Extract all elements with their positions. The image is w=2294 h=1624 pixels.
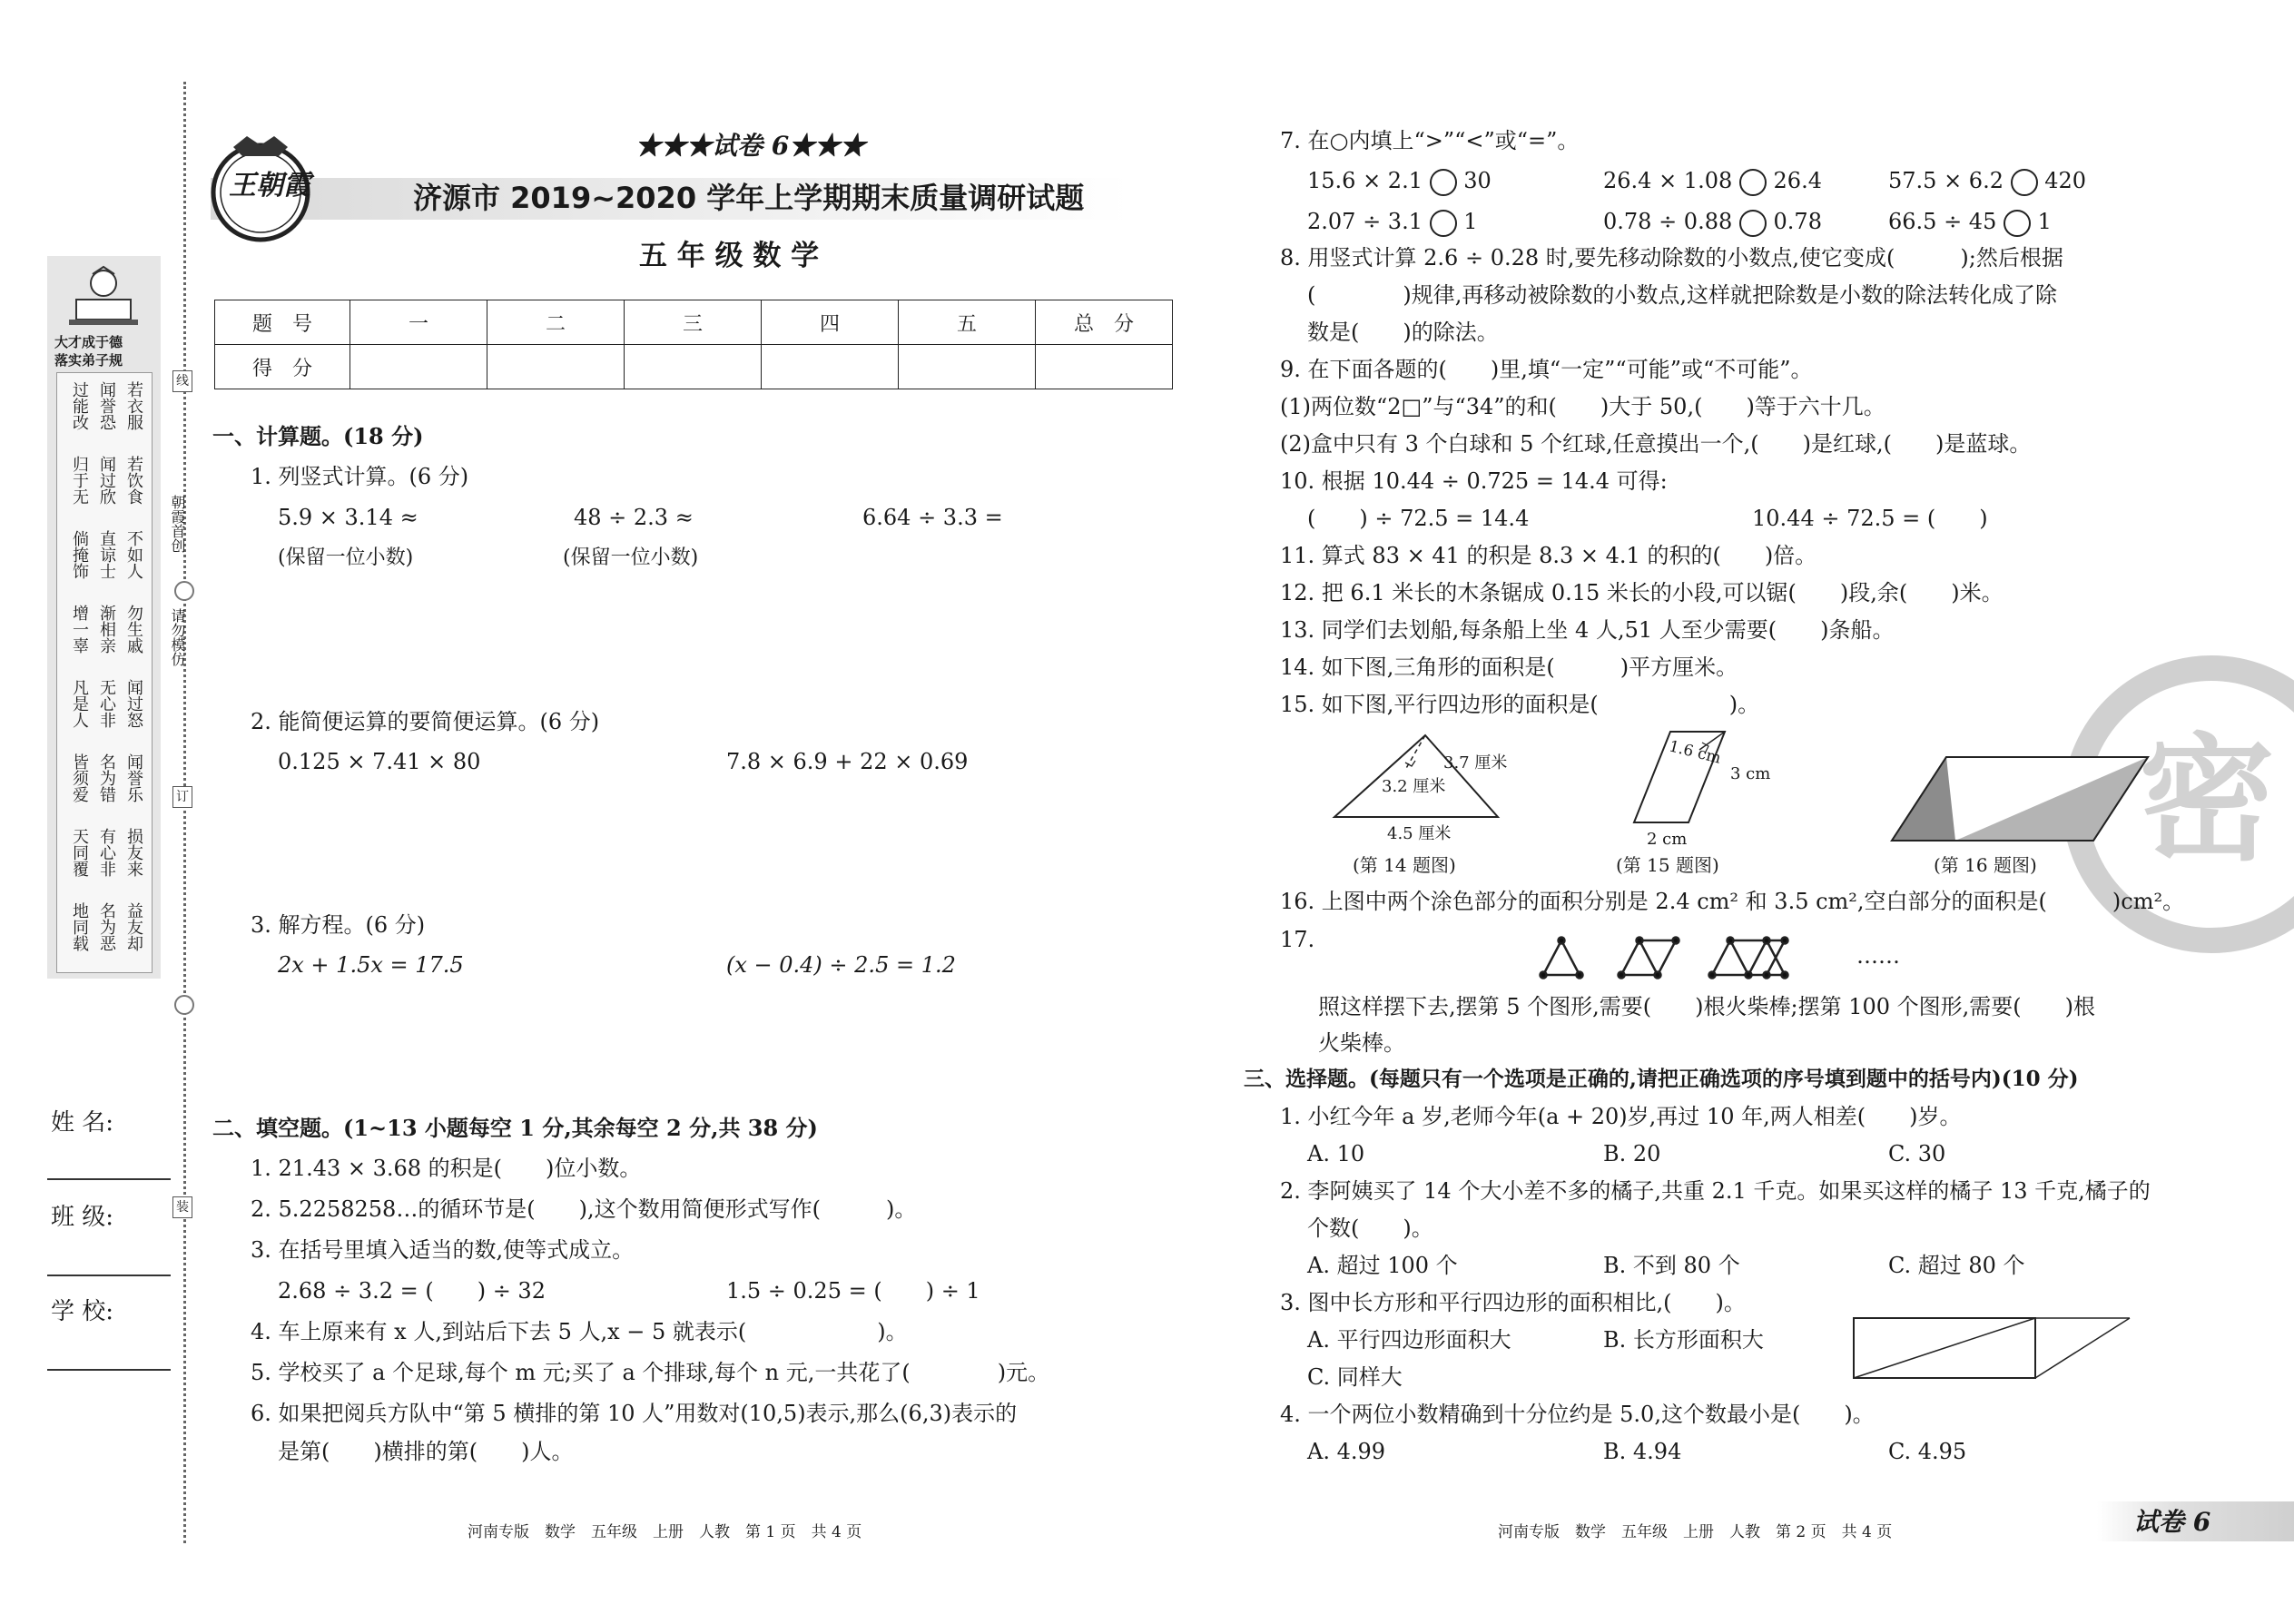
q17-ellipsis: ……: [1856, 943, 1900, 969]
cut-label-1: 朝霞首创: [169, 495, 186, 553]
dizigui-column: 勿生戚: [124, 605, 143, 654]
score-table: [214, 300, 1173, 389]
logo-text: 王朝霞: [229, 170, 310, 202]
fill-q5: 5. 学校买了 a 个足球,每个 m 元;买了 a 个排球,每个 n 元,一共花了( )元。: [251, 1360, 1050, 1385]
dizigui-column: 闻誉乐: [124, 753, 143, 802]
fig15-side-label: 3 cm: [1730, 764, 1771, 783]
q12: 12. 把 6.1 米长的木条锯成 0.15 米长的小段,可以锯( )段,余( )米。: [1280, 580, 2004, 605]
q17-line1: 照这样摆下去,摆第 5 个图形,需要( )根火柴棒;摆第 100 个图形,需要( )根: [1318, 994, 2096, 1019]
q8-line3: 数是( )的除法。: [1307, 320, 1499, 345]
score-row-label: 得 分: [215, 345, 350, 389]
q14: 14. 如下图,三角形的面积是( )平方厘米。: [1280, 655, 1738, 680]
fig14-height-label: 3.2 厘米: [1382, 777, 1446, 796]
q3-title: 3. 解方程。(6 分): [251, 912, 426, 938]
q3-eq-b: (x − 0.4) ÷ 2.5 = 1.2: [726, 952, 956, 978]
binding-ring-1: [174, 581, 194, 601]
dizigui-column: 名为错: [97, 753, 116, 802]
fill-q3-a: 2.68 ÷ 3.2 = ( ) ÷ 32: [278, 1278, 546, 1304]
q1-note-a: (保留一位小数): [278, 546, 414, 569]
compare-circle-1[interactable]: [1430, 169, 1457, 196]
footer-right: 河南专版 数学 五年级 上册 人教 第 2 页 共 4 页: [1498, 1523, 1893, 1541]
q7-row2-a: 2.07 ÷ 3.1 1: [1307, 208, 1478, 237]
q16: 16. 上图中两个涂色部分的面积分别是 2.4 cm² 和 3.5 cm²,空白部分的面积是( )cm²。: [1280, 889, 2185, 914]
q7-row2-b: 0.78 ÷ 0.88 0.78: [1603, 208, 1822, 237]
q13: 13. 同学们去划船,每条船上坐 4 人,51 人至少需要( )条船。: [1280, 617, 1895, 643]
dizigui-column: 皆须爱: [70, 753, 89, 802]
fig14-base-label: 4.5 厘米: [1387, 824, 1452, 843]
dizigui-column: 损友来: [124, 828, 143, 877]
figure-16-shaded-parallelogram: [1888, 753, 2151, 844]
dizigui-column: 闻过欣: [97, 456, 116, 505]
q1-expr-c: 6.64 ÷ 3.3 =: [862, 505, 1003, 530]
binding-tag-bind: 装: [172, 1196, 192, 1218]
fig14-caption: (第 14 题图): [1353, 854, 1456, 876]
q1-expr-b: 48 ÷ 2.3 ≈: [574, 505, 694, 530]
choice-q1-b: B. 20: [1603, 1141, 1661, 1166]
choice-q3-b: B. 长方形面积大: [1603, 1327, 1764, 1353]
q1-note-b: (保留一位小数): [563, 546, 699, 569]
school-field-line[interactable]: [47, 1369, 171, 1371]
binding-tag-order: 订: [172, 786, 192, 808]
choice-q4-c: C. 4.95: [1888, 1439, 1967, 1464]
choice-q1-c: C. 30: [1888, 1141, 1946, 1166]
choice-q4-b: B. 4.94: [1603, 1439, 1682, 1464]
compare-circle-6[interactable]: [2004, 210, 2031, 237]
binding-tag-line: 线: [172, 370, 192, 392]
cut-label-2: 请勿模仿: [169, 608, 186, 666]
name-field-line[interactable]: [47, 1178, 171, 1180]
q10-a: ( ) ÷ 72.5 = 14.4: [1307, 506, 1530, 531]
q10-title: 10. 根据 10.44 ÷ 0.725 = 14.4 可得:: [1280, 468, 1668, 494]
dizigui-column: 凡是人: [70, 679, 89, 728]
fill-q4: 4. 车上原来有 x 人,到站后下去 5 人,x − 5 就表示( )。: [251, 1319, 908, 1344]
choice-q1-a: A. 10: [1307, 1141, 1365, 1166]
q2-expr-b: 7.8 × 6.9 + 22 × 0.69: [726, 749, 969, 774]
dizigui-column: 有心非: [97, 828, 116, 877]
choice-q2-a: A. 超过 100 个: [1307, 1253, 1458, 1278]
choice-q1: 1. 小红今年 a 岁,老师今年(a + 20)岁,再过 10 年,两人相差( )岁。: [1280, 1104, 1962, 1129]
fill-q6-line1: 6. 如果把阅兵方队中“第 5 横排的第 10 人”用数对(10,5)表示,那么(6,3)表示的: [251, 1401, 1018, 1426]
score-col-5: 五: [899, 300, 1036, 345]
compare-circle-4[interactable]: [1430, 210, 1457, 237]
q7-title: 7. 在○内填上“>”“<”或“=”。: [1280, 128, 1580, 153]
side-motto-line2: 落实弟子规: [54, 352, 123, 369]
dizigui-column: 无心非: [97, 679, 116, 728]
choice-q2-b: B. 不到 80 个: [1603, 1253, 1740, 1278]
fig15-base-label: 2 cm: [1647, 830, 1688, 849]
q9-item2: (2)盒中只有 3 个白球和 5 个红球,任意摸出一个,( )是红球,( )是蓝球。: [1280, 431, 2032, 457]
dizigui-column: 闻过怒: [124, 679, 143, 728]
q7-row1-a: 15.6 × 2.1 30: [1307, 167, 1492, 196]
class-field-line[interactable]: [47, 1275, 171, 1276]
fill-q2: 2. 5.2258258…的循环节是( ),这个数用简便形式写作( )。: [251, 1196, 917, 1222]
figure-rect-vs-parallelogram: [1848, 1313, 2139, 1385]
q11: 11. 算式 83 × 41 的积是 8.3 × 4.1 的积的( )倍。: [1280, 543, 1817, 568]
score-cell-4[interactable]: [762, 345, 899, 389]
q15: 15. 如下图,平行四边形的面积是( )。: [1280, 692, 1760, 717]
score-col-label: 题 号: [215, 300, 350, 345]
fig15-height-label: 1.6 cm: [1667, 737, 1723, 768]
side-motto-line1: 大才成于德: [54, 334, 123, 350]
section1-title: 一、计算题。(18 分): [212, 423, 424, 449]
q7-row1-c: 57.5 × 6.2 420: [1888, 167, 2086, 196]
class-label: 班 级:: [51, 1204, 114, 1231]
exam-subject: 五 年 级 数 学: [639, 240, 820, 272]
school-label: 学 校:: [51, 1298, 114, 1325]
choice-q3-a: A. 平行四边形面积大: [1307, 1327, 1511, 1353]
figure-15-parallelogram: [1625, 723, 1779, 850]
watermark-char: 密: [2139, 720, 2276, 880]
name-label: 姓 名:: [51, 1109, 114, 1137]
dizigui-column: 增一辜: [70, 605, 89, 654]
dizigui-column: 闻誉恐: [97, 381, 116, 430]
cut-line: [183, 82, 186, 1543]
dizigui-column: 渐相亲: [97, 605, 116, 654]
score-cell-3[interactable]: [625, 345, 762, 389]
fig15-caption: (第 15 题图): [1616, 854, 1719, 876]
q17-line2: 火柴棒。: [1318, 1030, 1405, 1056]
choice-q3-c: C. 同样大: [1307, 1364, 1403, 1390]
score-col-2: 二: [487, 300, 625, 345]
score-col-total: 总 分: [1036, 300, 1173, 345]
dizigui-column: 不如人: [124, 530, 143, 579]
score-table-value-row: [215, 345, 1173, 389]
compare-circle-5[interactable]: [1739, 210, 1767, 237]
choice-q3: 3. 图中长方形和平行四边形的面积相比,( )。: [1280, 1290, 1746, 1315]
dizigui-column: 天同覆: [70, 828, 89, 877]
q2-expr-a: 0.125 × 7.41 × 80: [278, 749, 481, 774]
q8-line2: ( )规律,再移动被除数的小数点,这样就把除数是小数的除法转化成了除: [1307, 282, 2057, 308]
dizigui-columns: [60, 381, 147, 971]
exam-number-label: ★★★试卷 6★★★: [635, 131, 866, 161]
dizigui-column: 归于无: [70, 456, 89, 505]
choice-q2-line2: 个数( )。: [1307, 1216, 1433, 1241]
footer-exam-tag: 试卷 6: [2133, 1507, 2211, 1537]
q3-eq-a: 2x + 1.5x = 17.5: [278, 952, 464, 978]
section2-title: 二、填空题。(1~13 小题每空 1 分,其余每空 2 分,共 38 分): [212, 1115, 818, 1141]
q8-line1: 8. 用竖式计算 2.6 ÷ 0.28 时,要先移动除数的小数点,使它变成( );然后根据: [1280, 245, 2063, 271]
fill-q3: 3. 在括号里填入适当的数,使等式成立。: [251, 1237, 635, 1263]
matchstick-pattern: [1534, 930, 1852, 984]
fig14-side-label: 3.7 厘米: [1443, 753, 1508, 773]
binding-ring-2: [174, 995, 194, 1015]
score-cell-5[interactable]: [899, 345, 1036, 389]
section3-title: 三、选择题。(每题只有一个选项是正确的,请把正确选项的序号填到题中的括号内)(10 分): [1244, 1067, 2079, 1091]
q9-item1: (1)两位数“2□”与“34”的和( )大于 50,( )等于六十几。: [1280, 394, 1885, 419]
score-cell-total[interactable]: [1036, 345, 1173, 389]
dizigui-column: 地同载: [70, 902, 89, 951]
score-cell-2[interactable]: [487, 345, 625, 389]
fig16-caption: (第 16 题图): [1934, 854, 2037, 876]
score-col-4: 四: [762, 300, 899, 345]
choice-q4-a: A. 4.99: [1307, 1439, 1386, 1464]
choice-q2-line1: 2. 李阿姨买了 14 个大小差不多的橘子,共重 2.1 千克。如果买这样的橘子 13 千克,橘子的: [1280, 1178, 2151, 1204]
footer-left: 河南专版 数学 五年级 上册 人教 第 1 页 共 4 页: [468, 1523, 862, 1541]
q1-expr-a: 5.9 × 3.14 ≈: [278, 505, 418, 530]
dizigui-column: 倘掩饰: [70, 530, 89, 579]
figure-14-triangle: [1325, 726, 1525, 844]
exam-title: 济源市 2019~2020 学年上学期期末质量调研试题: [413, 181, 1085, 215]
dizigui-column: 若饮食: [124, 456, 143, 505]
dizigui-column: 过能改: [70, 381, 89, 430]
choice-q4: 4. 一个两位小数精确到十分位约是 5.0,这个数最小是( )。: [1280, 1402, 1875, 1427]
fill-q3-b: 1.5 ÷ 0.25 = ( ) ÷ 1: [726, 1278, 980, 1304]
q1-title: 1. 列竖式计算。(6 分): [251, 464, 469, 489]
dizigui-column: 益友却: [124, 902, 143, 951]
q10-b: 10.44 ÷ 72.5 = ( ): [1752, 506, 1988, 531]
score-col-3: 三: [625, 300, 762, 345]
mascot-illustration: [56, 263, 151, 336]
q2-title: 2. 能简便运算的要简便运算。(6 分): [251, 709, 600, 734]
score-table-header-row: [215, 300, 1173, 345]
q7-row1-b: 26.4 × 1.08 26.4: [1603, 167, 1822, 196]
fill-q1: 1. 21.43 × 3.68 的积是( )位小数。: [251, 1156, 642, 1181]
fill-q6-line2: 是第( )横排的第( )人。: [278, 1439, 574, 1464]
score-col-1: 一: [350, 300, 487, 345]
dizigui-column: 若衣服: [124, 381, 143, 430]
compare-circle-3[interactable]: [2011, 169, 2038, 196]
q7-row2-c: 66.5 ÷ 45 1: [1888, 208, 2052, 237]
dizigui-column: 直谅士: [97, 530, 116, 579]
dizigui-column: 名为恶: [97, 902, 116, 951]
score-cell-1[interactable]: [350, 345, 487, 389]
q17-number: 17.: [1280, 927, 1315, 952]
q9-title: 9. 在下面各题的( )里,填“一定”“可能”或“不可能”。: [1280, 357, 1813, 382]
choice-q2-c: C. 超过 80 个: [1888, 1253, 2025, 1278]
compare-circle-2[interactable]: [1739, 169, 1767, 196]
